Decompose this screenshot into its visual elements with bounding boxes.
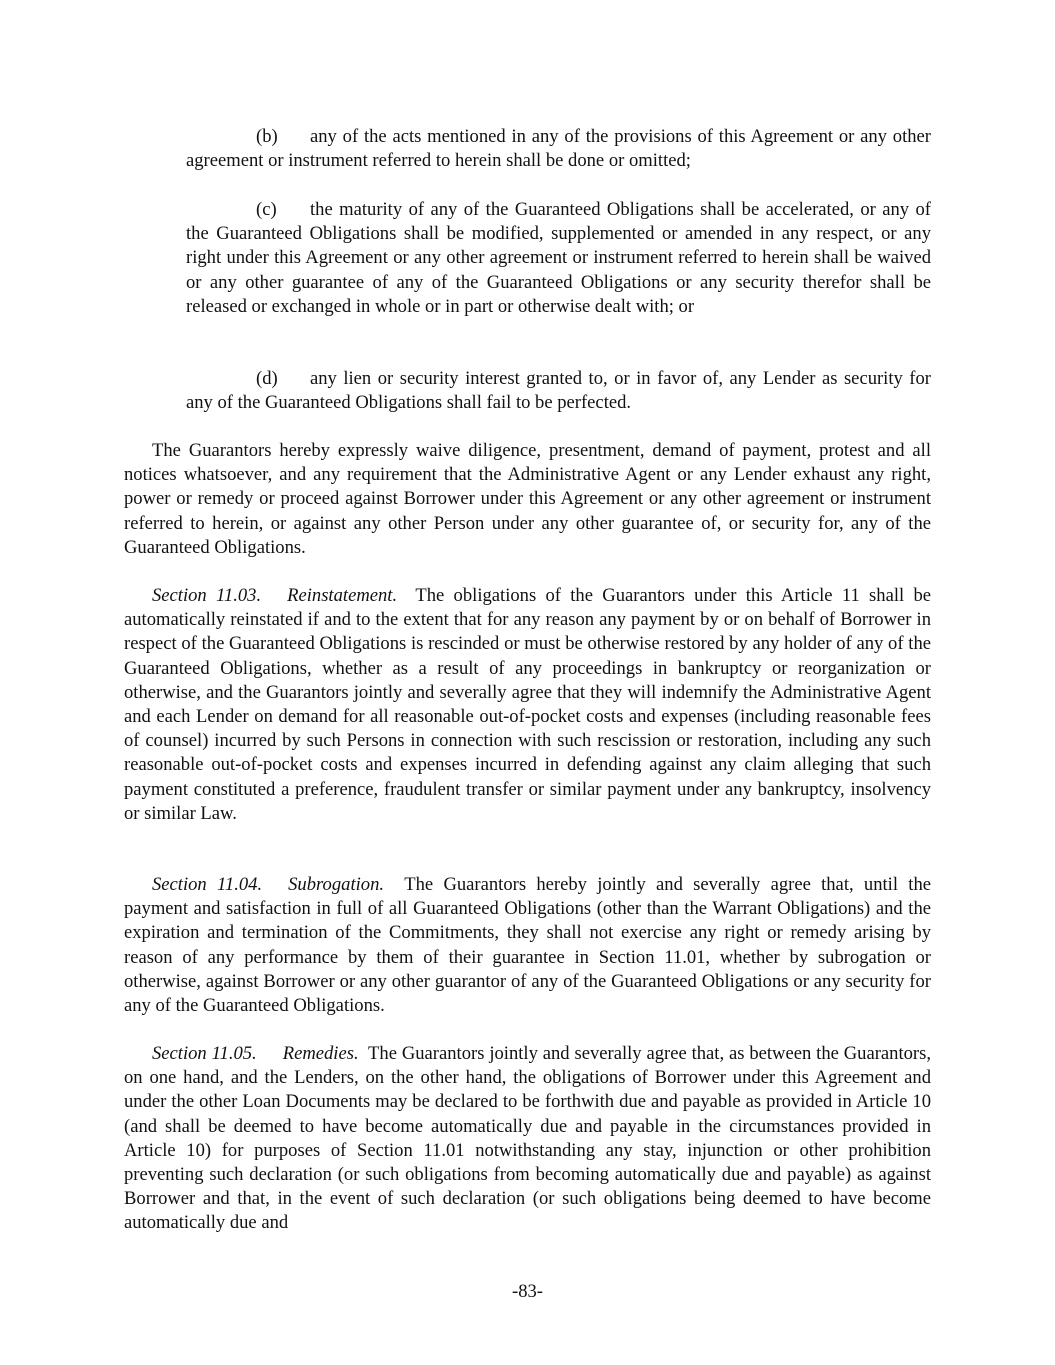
section-11-04-title: Subrogation. [288, 874, 385, 895]
section-11-03-title: Reinstatement. [287, 585, 398, 606]
clause-d [186, 367, 931, 415]
page-number: -83- [512, 1281, 543, 1302]
waiver-paragraph [124, 439, 931, 560]
waiver-paragraph-text: The Guarantors hereby expressly waive diligence, presentment, demand of payment, protest and all notices whatsoever, and any requirement that the Administrative Agent or any Lender exhaust any right, power or remedy or proceed against Borrower under this Agreement or any other agreement or instrument referred to herein, or against any other Person under any other guarantee of, or security for, any of the Guaranteed Obligations. [124, 440, 931, 558]
section-11-03-text: The obligations of the Guarantors under this Article 11 shall be automatically reinstated if and to the extent that for any reason any payment by or on behalf of Borrower in respect of the Guaranteed Obligations is rescinded or must be otherwise restored by any holder of any of the Guaranteed Obligations, whether as a result of any proceedings in bankruptcy or reorganization or otherwise, and the Guarantors jointly and severally agree that they will indemnify the Administrative Agent and each Lender on demand for all reasonable out-of-pocket costs and expenses (including reasonable fees of counsel) incurred by such Persons in connection with such rescission or restoration, including any such reasonable out-of-pocket costs and expenses incurred in defending against any claim alleging that such payment constituted a preference, fraudulent transfer or similar payment under any bankruptcy, insolvency or similar Law. [124, 585, 931, 824]
clause-b [186, 125, 931, 173]
section-11-05-text: The Guarantors jointly and severally agree that, as between the Guarantors, on one hand, and the Lenders, on the other hand, the obligations of Borrower under this Agreement and under the other Loan Documents may be declared to be forthwith due and payable as provided in Article 10 (and shall be deemed to have become automatically due and payable in the circumstances provided in Article 10) for purposes of Section 11.01 notwithstanding any stay, injunction or other prohibition preventing such declaration (or such obligations from becoming automatically due and payable) as against Borrower and that, in the event of such declaration (or such obligations being deemed to have become automatically due and [124, 1043, 932, 1234]
clause-b-marker: (b) [256, 126, 278, 147]
section-11-04-text: The Guarantors hereby jointly and severally agree that, until the payment and satisfaction in full of all Guaranteed Obligations (other than the Warrant Obligations) and the expiration and termination of the Commitments, they shall not exercise any right or remedy arising by reason of any performance by them of their guarantee in Section 11.01, whether by subrogation or otherwise, against Borrower or any other guarantor of any of the Guaranteed Obligations or any security for any of the Guaranteed Obligations. [124, 874, 931, 1017]
section-11-05-title: Remedies. [282, 1043, 359, 1064]
section-11-04 [124, 873, 931, 1018]
clause-d-marker: (d) [256, 368, 278, 389]
clause-d-text: any lien or security interest granted to, or in favor of, any Lender as security for any of the Guaranteed Obligations shall fail to be perfected. [186, 368, 931, 414]
clause-c-marker: (c) [256, 199, 277, 220]
section-11-03-number: Section 11.03. [152, 585, 262, 606]
section-11-05 [124, 1042, 931, 1236]
clause-c [186, 198, 931, 319]
clause-c-text: the maturity of any of the Guaranteed Obligations shall be accelerated, or any of the Guaranteed Obligations shall be modified, supplemented or amended in any respect, or any right under this Agreement or any other agreement or instrument referred to herein shall be waived or any other guarantee of any of the Guaranteed Obligations or any security therefor shall be released or exchanged in whole or in part or otherwise dealt with; or [186, 199, 931, 317]
section-11-05-number: Section 11.05. [152, 1043, 257, 1064]
section-11-03 [124, 584, 931, 826]
section-11-04-number: Section 11.04. [152, 874, 263, 895]
clause-b-text: any of the acts mentioned in any of the provisions of this Agreement or any other agreement or instrument referred to herein shall be done or omitted; [186, 126, 931, 172]
